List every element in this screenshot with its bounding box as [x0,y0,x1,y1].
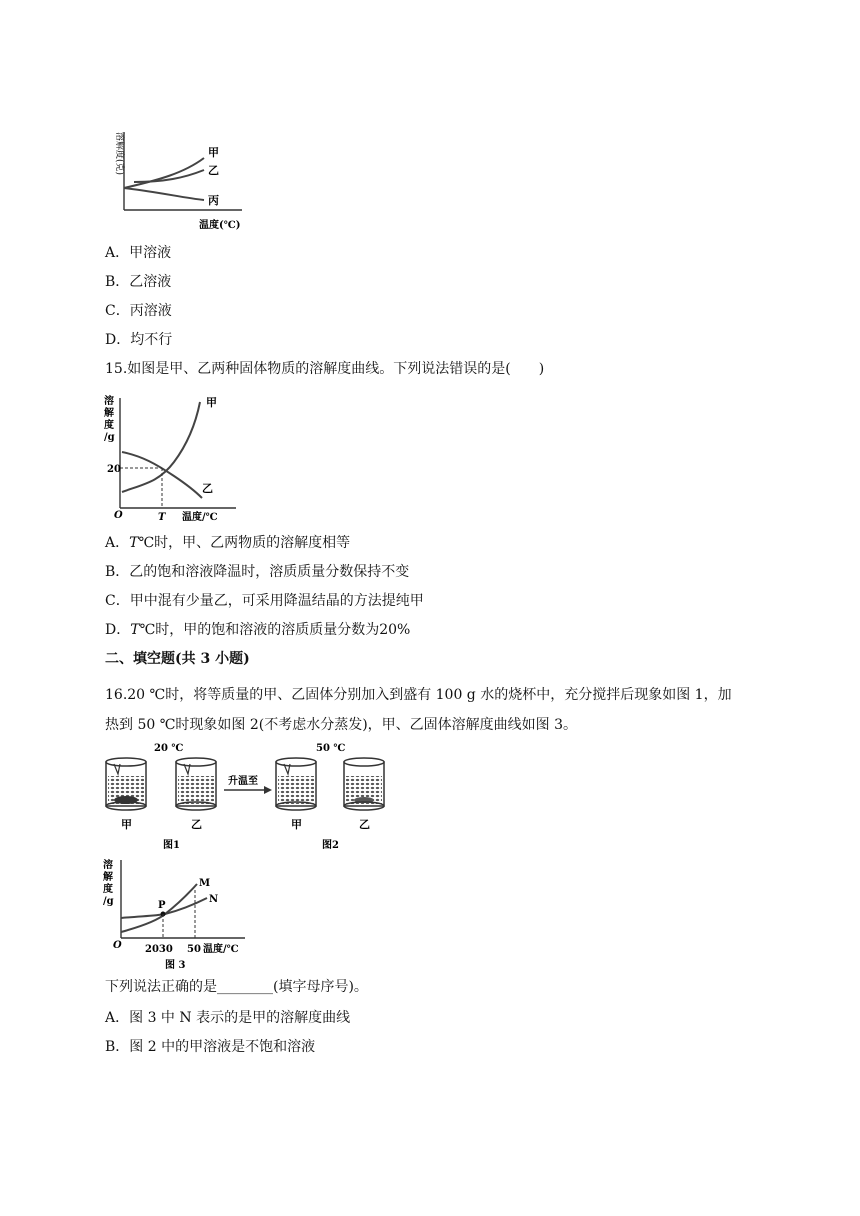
fig15-curve-label-jia: 甲 [206,396,217,409]
fig15-ylabel-1: 溶 [104,396,114,407]
fig15-x-tick-T: T [158,512,166,523]
fig3-x-ticks: 2030 [145,944,173,955]
q16-option-b[interactable] [105,1038,315,1056]
option-text: ℃时，甲的饱和溶液的溶质质量分数为20% [139,622,411,638]
fig15-origin: O [114,510,123,521]
fig1-caption: 图1 [163,840,180,851]
option-text: 乙溶液 [129,274,172,290]
beaker-jia-20 [106,758,146,810]
fig15-ylabel-4: /g [104,432,115,443]
fig14-curve-label-jia: 甲 [208,146,219,159]
heat-arrow [224,774,272,794]
q14-solubility-figure [104,128,249,233]
fig15-curve-label-yi: 乙 [202,482,213,495]
beaker-yi-20 [176,758,216,810]
fig3-x-tick-50: 50 [187,944,201,955]
fig14-curve-label-yi: 乙 [208,164,219,177]
q14-option-c[interactable] [105,302,172,320]
fig2-temp: 50 ℃ [316,743,346,754]
option-text: 图 3 中 N 表示的是甲的溶解度曲线 [129,1010,351,1026]
option-text: ℃时，甲、乙两物质的溶解度相等 [138,535,351,551]
beaker-label-1: 甲 [121,818,132,831]
q15-solubility-figure [104,392,244,524]
fig3-curve-label-N: N [209,894,219,905]
fig3-point-label: P [158,900,166,911]
fig3-curve-label-M: M [199,878,211,889]
beaker-jia-50 [276,758,316,810]
option-letter: A． [105,535,130,551]
option-letter: C． [105,593,130,609]
fig3-caption: 图 3 [165,960,186,971]
fig15-curve-jia [122,402,200,492]
q16-beaker-figure [100,738,400,853]
fig15-xlabel: 温度/℃ [182,512,218,523]
option-italic: T [129,535,139,551]
fig3-ylabel-2: 解 [103,872,113,883]
q15-option-a[interactable] [105,534,350,552]
option-letter: D． [105,332,131,348]
fig3-ylabel-3: 度 [103,884,113,895]
q14-option-d[interactable] [105,331,172,349]
beaker-label-3: 甲 [291,818,302,831]
fig1-temp: 20 ℃ [154,743,184,754]
q15-option-c[interactable] [105,592,424,610]
option-text: 甲溶液 [129,245,172,261]
beaker-label-2: 乙 [191,818,202,831]
arrow-label: 升温至 [228,776,258,787]
q14-option-a[interactable] [105,244,171,262]
beaker-label-4: 乙 [359,818,370,831]
fig15-ylabel-2: 解 [104,408,114,419]
fig3-xlabel: 温度/℃ [203,944,239,955]
q15-stem: 15.如图是甲、乙两种固体物质的溶解度曲线。下列说法错误的是( ) [105,361,545,377]
q16-stem-line2: 热到 50 ℃时现象如图 2(不考虑水分蒸发)，甲、乙固体溶解度曲线如图 3。 [105,717,578,733]
option-letter: A． [105,1010,130,1026]
option-letter: A． [105,245,130,261]
option-letter: B． [105,1039,130,1055]
q14-option-b[interactable] [105,273,171,291]
option-letter: B． [105,274,130,290]
q15-option-b[interactable] [105,563,409,581]
q15-option-d[interactable] [105,621,410,639]
option-italic: T [130,622,140,638]
fig14-curve-label-bing: 丙 [208,194,219,207]
beaker-yi-50 [344,758,384,810]
fig3-ylabel-4: /g [103,896,114,907]
q16-fig3-solubility [103,856,253,974]
fig15-y-tick-20: 20 [107,464,121,475]
option-text: 甲中混有少量乙，可采用降温结晶的方法提纯甲 [129,593,424,609]
q16-option-a[interactable] [105,1009,350,1027]
q16-prompt: 下列说法正确的是________(填字母序号)。 [105,979,368,995]
fig3-origin: O [113,940,122,951]
option-text: 丙溶液 [129,303,172,319]
fig14-xlabel: 温度(℃) [199,220,241,231]
option-text: 均不行 [130,332,173,348]
fig2-caption: 图2 [322,840,339,851]
fig3-ylabel-1: 溶 [103,860,113,871]
option-letter: B． [105,564,130,580]
option-text: 图 2 中的甲溶液是不饱和溶液 [129,1039,316,1055]
fig14-curve-jia [124,158,204,188]
option-letter: D． [105,622,131,638]
option-text: 乙的饱和溶液降温时，溶质质量分数保持不变 [129,564,410,580]
section-heading: 二、填空题(共 3 小题) [105,651,250,667]
option-letter: C． [105,303,130,319]
q16-stem-line1: 16.20 ℃时，将等质量的甲、乙固体分别加入到盛有 100 g 水的烧杯中，充分搅拌后现象如图 1，加 [105,687,732,703]
fig14-ylabel: 溶解度(克) [114,132,124,176]
fig15-ylabel-3: 度 [104,420,114,431]
fig14-curve-bing [124,188,204,200]
